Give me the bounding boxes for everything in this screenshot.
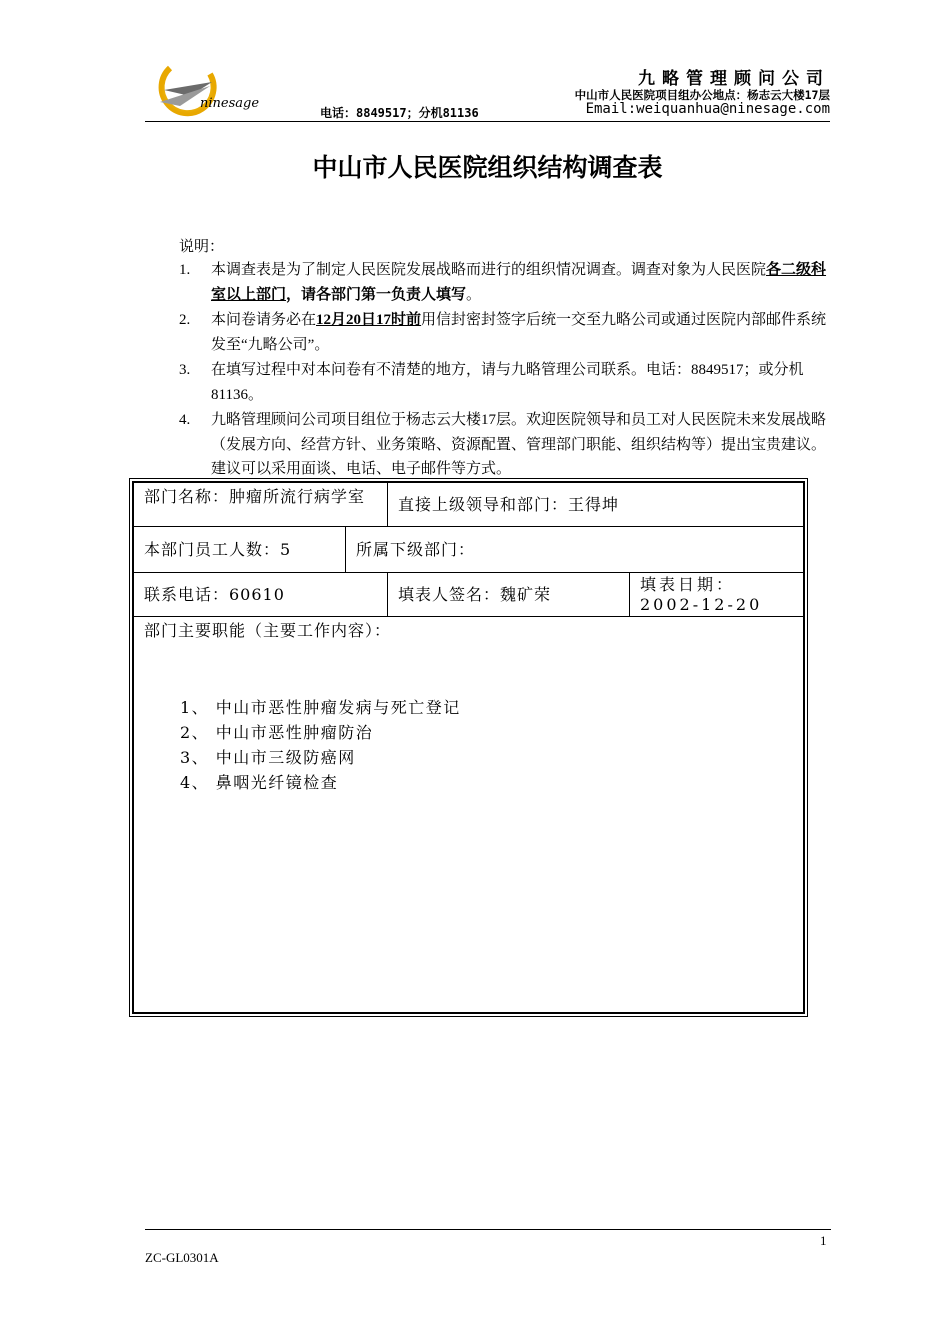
form-row-staff (134, 527, 803, 573)
note-item (179, 258, 831, 307)
note-number: 3. (179, 362, 191, 378)
header-phone: 电话：8849517；分机81136 (320, 106, 479, 120)
duties-label: 部门主要职能（主要工作内容）： (144, 621, 392, 640)
sub-depts-field[interactable]: 所属下级部门： (345, 527, 803, 572)
form-row-contact (134, 573, 803, 617)
logo-wordmark: ninesage (200, 96, 260, 111)
footer-divider (145, 1229, 831, 1230)
duties-list (180, 695, 461, 795)
page-number: 1 (820, 1233, 827, 1248)
notes-list (179, 258, 831, 483)
superior-field[interactable]: 直接上级领导和部门：王得坤 (387, 483, 803, 526)
duty-item: 2、 中山市恶性肿瘤防治 (180, 723, 374, 742)
document-code: ZC-GL0301A (145, 1250, 219, 1265)
duty-item: 1、 中山市恶性肿瘤发病与死亡登记 (180, 698, 461, 717)
date-field[interactable]: 填表日期：2002-12-20 (629, 573, 803, 616)
form-row-dept (134, 483, 803, 527)
note-text: 本问卷请务必在12月20日17时前用信封密封签字后统一交至九略公司或通过医院内部邮件系统发至“九略公司”。 (211, 312, 827, 353)
header-divider (145, 121, 830, 122)
header-email: Email:weiquanhua@ninesage.com (585, 101, 830, 117)
note-number: 1. (179, 262, 191, 278)
note-number: 4. (179, 412, 191, 428)
phone-field[interactable]: 联系电话：60610 (144, 585, 285, 604)
note-item (179, 358, 831, 407)
filler-field[interactable]: 填表人签名：魏矿荣 (387, 573, 629, 616)
note-text: 本调查表是为了制定人民医院发展战略而进行的组织情况调查。调查对象为人民医院各二级科室以上部门，请各部门第一负责人填写。 (211, 262, 827, 303)
note-text: 在填写过程中对本问卷有不清楚的地方，请与九略管理公司联系。电话：8849517；或分机81136。 (211, 362, 804, 403)
note-item (179, 308, 831, 357)
company-name: 九略管理顾问公司 (638, 69, 830, 89)
company-logo (150, 60, 270, 124)
notes-label: 说明： (179, 239, 225, 255)
duties-section (134, 617, 803, 1012)
dept-name-field[interactable]: 部门名称：肿瘤所流行病学室 (144, 487, 366, 506)
note-item (179, 408, 831, 482)
note-text: 九略管理顾问公司项目组位于杨志云大楼17层。欢迎医院领导和员工对人民医院未来发展战略（发展方向、经营方针、业务策略、资源配置、管理部门职能、组织结构等）提出宝贵建议。建议可以采用面谈、电话、电子邮件等方式。 (211, 412, 827, 477)
staff-count-field[interactable]: 本部门员工人数：5 (144, 540, 292, 559)
office-location: 中山市人民医院项目组办公地点：杨志云大楼17层 (574, 88, 830, 102)
duty-item: 3、 中山市三级防癌网 (180, 748, 356, 767)
survey-form (132, 481, 805, 1014)
page-title: 中山市人民医院组织结构调查表 (312, 153, 663, 182)
note-number: 2. (179, 312, 191, 328)
duty-item: 4、 鼻咽光纤镜检查 (180, 773, 339, 792)
